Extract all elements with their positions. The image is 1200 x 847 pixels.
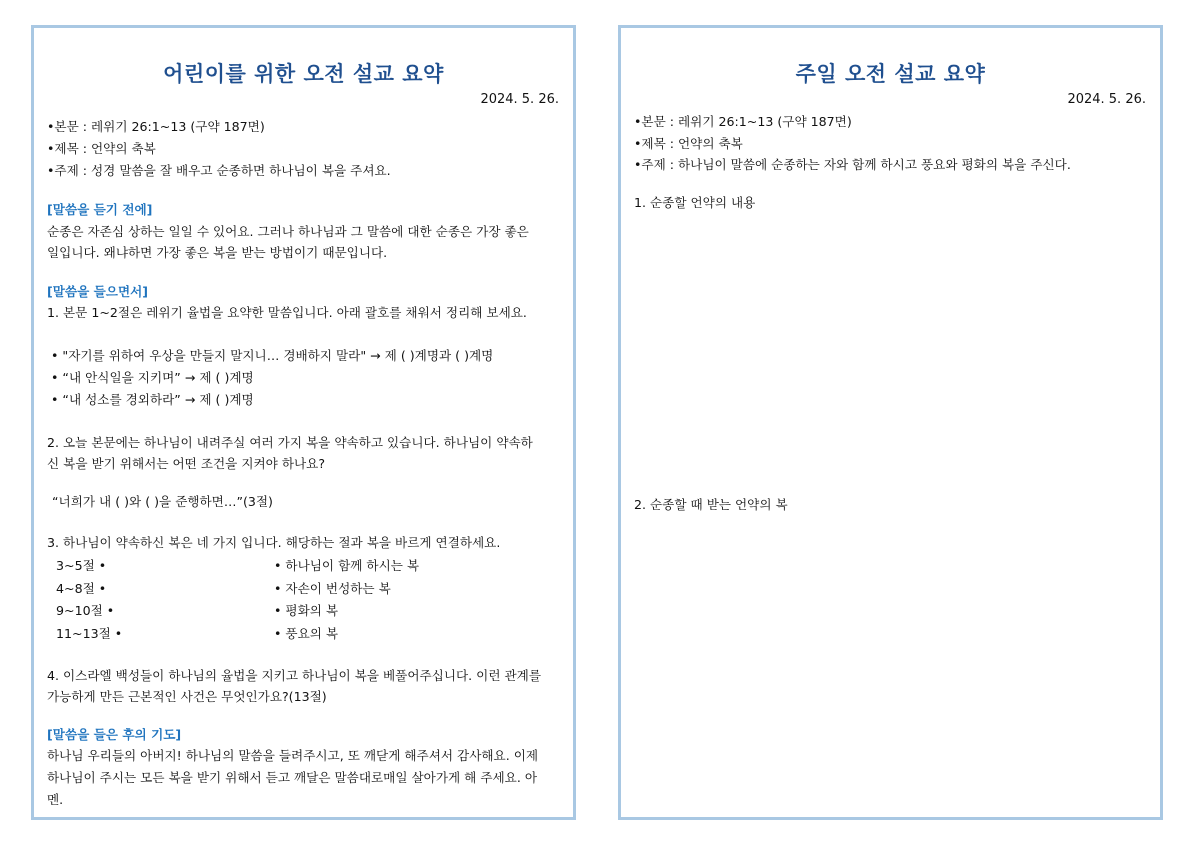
match-verse: 11~13절 • (56, 626, 123, 641)
question-2-quote: “너희가 내 ( )와 ( )을 준행하면…”(3절) (52, 494, 273, 509)
left-info-title: •제목 : 언약의 축복 (47, 141, 156, 156)
question-1-bullet: • “내 성소를 경외하라” → 제 ( )계명 (51, 392, 254, 407)
prayer-line: 하나님 우리들의 아버지! 하나님의 말씀을 들려주시고, 또 깨닫게 해주셔서 감사해요. 이제 (47, 748, 539, 763)
question-3: 3. 하나님이 약속하신 복은 네 가지 입니다. 해당하는 절과 복을 바르게 연결하세요. (47, 535, 501, 550)
children-sermon-summary-panel (31, 25, 576, 820)
question-1: 1. 본문 1~2절은 레위기 율법을 요약한 말씀입니다. 아래 괄호를 채워서 정리해 보세요. (47, 305, 527, 320)
match-blessing: • 자손이 번성하는 복 (274, 581, 391, 596)
right-title: 주일 오전 설교 요약 (795, 62, 986, 86)
section-heading-prayer: [말씀을 들은 후의 기도] (47, 727, 182, 742)
right-info-theme: •주제 : 하나님이 말씀에 순종하는 자와 함께 하시고 풍요와 평화의 복을 주신다. (634, 157, 1071, 172)
question-1-bullet: • “내 안식일을 지키며” → 제 ( )계명 (51, 370, 254, 385)
match-blessing: • 풍요의 복 (274, 626, 339, 641)
prayer-line: 하나님이 주시는 모든 복을 받기 위해서 듣고 깨달은 말씀대로매일 살아가게 해 주세요. 아 (47, 770, 538, 785)
match-verse: 9~10절 • (56, 603, 115, 618)
match-verse: 3~5절 • (56, 558, 107, 573)
before-text-line: 순종은 자존심 상하는 일일 수 있어요. 그러나 하나님과 그 말씀에 대한 순종은 가장 좋은 (47, 224, 529, 239)
right-info-title: •제목 : 언약의 축복 (634, 136, 743, 151)
question-4-line: 가능하게 만든 근본적인 사건은 무엇인가요?(13절) (47, 689, 327, 704)
question-2-line: 2. 오늘 본문에는 하나님이 내려주실 여러 가지 복을 약속하고 있습니다. 하나님이 약속하 (47, 435, 533, 450)
match-blessing: • 평화의 복 (274, 603, 339, 618)
section-heading-during: [말씀을 들으면서] (47, 284, 149, 299)
sunday-sermon-summary-panel (618, 25, 1163, 820)
right-info-passage: •본문 : 레위기 26:1~13 (구약 187면) (634, 114, 852, 129)
left-info-passage: •본문 : 레위기 26:1~13 (구약 187면) (47, 119, 265, 134)
before-text-line: 일입니다. 왜냐하면 가장 좋은 복을 받는 방법이기 때문입니다. (47, 245, 388, 260)
left-info-theme: •주제 : 성경 말씀을 잘 배우고 순종하면 하나님이 복을 주셔요. (47, 163, 391, 178)
prayer-line: 멘. (47, 792, 64, 807)
match-verse: 4~8절 • (56, 581, 107, 596)
left-date: 2024. 5. 26. (480, 92, 559, 107)
question-1-bullet: • "자기를 위하여 우상을 만들지 말지니… 경배하지 말라" → 제 ( )계명과 ( )계명 (51, 348, 494, 363)
section-heading-before: [말씀을 듣기 전에] (47, 202, 153, 217)
left-title: 어린이를 위한 오전 설교 요약 (163, 62, 444, 86)
question-2-line: 신 복을 받기 위해서는 어떤 조건을 지켜야 하나요? (47, 456, 326, 471)
sermon-point-2: 2. 순종할 때 받는 언약의 복 (634, 497, 788, 512)
question-4-line: 4. 이스라엘 백성들이 하나님의 율법을 지키고 하나님이 복을 베풀어주십니다. 이런 관계를 (47, 668, 542, 683)
match-blessing: • 하나님이 함께 하시는 복 (274, 558, 420, 573)
sermon-point-1: 1. 순종할 언약의 내용 (634, 195, 756, 210)
right-date: 2024. 5. 26. (1067, 92, 1146, 107)
